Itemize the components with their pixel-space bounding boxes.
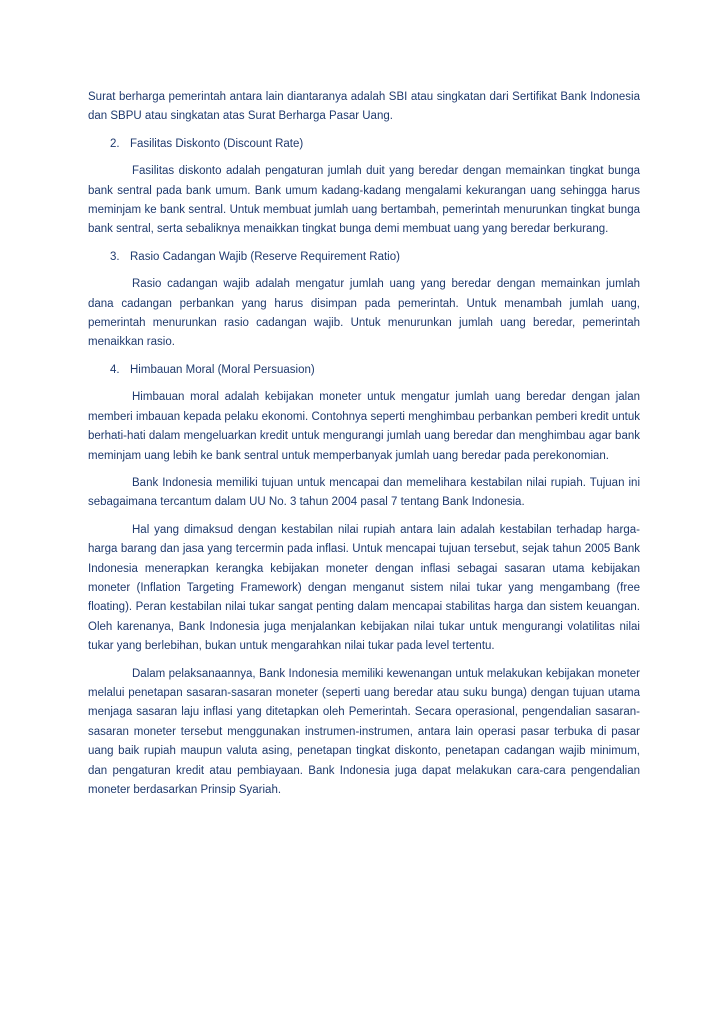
implementation-paragraph: Dalam pelaksanaannya, Bank Indonesia memiliki kewenangan untuk melakukan kebijakan moneter melalui penetapan sasaran-sasaran moneter (seperti uang beredar atau suku bunga) dengan tujuan utama menjaga sasaran laju inflasi yang ditetapkan oleh Pemerintah. Secara operasional, pengendalian sasaran-sasaran moneter tersebut menggunakan instrumen-instrumen, antara lain operasi pasar terbuka di pasar uang baik rupiah maupun valuta asing, penetapan tingkat diskonto, penetapan cadangan wajib minimum, dan pengaturan kredit atau pembiayaan. Bank Indonesia juga dapat melakukan cara-cara pengendalian moneter berdasarkan Prinsip Syariah. bbox=[88, 667, 640, 796]
moral-persuasion-paragraph: Himbauan moral adalah kebijakan moneter untuk mengatur jumlah uang beredar dengan jalan memberi imbauan kepada pelaku ekonomi. Contohnya seperti menghimbau perbankan pemberi kredit untuk berhati-hati dalam mengeluarkan kredit untuk mengurangi jumlah uang beredar dan menghimbau agar bank meminjam uang lebih ke bank sentral untuk memperbanyak jumlah uang beredar pada perekonomian. bbox=[88, 391, 640, 462]
heading-text: Himbauan Moral (Moral Persuasion) bbox=[130, 363, 315, 376]
rupiah-stability-paragraph: Hal yang dimaksud dengan kestabilan nilai rupiah antara lain adalah kestabilan terhadap harga-harga barang dan jasa yang tercermin pada inflasi. Untuk mencapai tujuan tersebut, sejak tahun 2005 Bank Indonesia menerapkan kerangka kebijakan moneter dengan inflasi sebagai sasaran utama kebijakan moneter (Inflation Targeting Framework) dengan menganut sistem nilai tukar yang mengambang (free floating). Peran kestabilan nilai tukar sangat penting dalam mencapai stabilitas harga dan sistem keuangan. Oleh karenanya, Bank Indonesia juga menjalankan kebijakan nilai tukar untuk mengurangi volatilitas nilai tukar yang berlebihan, bukan untuk mengarahkan nilai tukar pada level tertentu. bbox=[88, 523, 640, 653]
reserve-ratio-paragraph: Rasio cadangan wajib adalah mengatur jumlah uang yang beredar dengan memainkan jumlah dana cadangan perbankan yang harus disimpan pada pemerintah. Untuk menambah jumlah uang, pemerintah menurunkan rasio cadangan wajib. Untuk menurunkan jumlah uang beredar, pemerintah menaikkan rasio. bbox=[88, 278, 640, 349]
bi-objective-paragraph: Bank Indonesia memiliki tujuan untuk mencapai dan memelihara kestabilan nilai rupiah. Tujuan ini sebagaimana tercantum dalam UU No. 3 tahun 2004 pasal 7 tentang Bank Indonesia. bbox=[88, 476, 640, 509]
document-page bbox=[88, 88, 640, 808]
heading-number: 3. bbox=[110, 250, 120, 263]
section-heading-discount-rate bbox=[110, 135, 640, 154]
heading-number: 2. bbox=[110, 137, 120, 150]
section-heading-moral-persuasion bbox=[110, 361, 640, 380]
intro-paragraph: Surat berharga pemerintah antara lain diantaranya adalah SBI atau singkatan dari Sertifikat Bank Indonesia dan SBPU atau singkatan atas Surat Berharga Pasar Uang. bbox=[88, 91, 640, 123]
heading-text: Fasilitas Diskonto (Discount Rate) bbox=[130, 137, 304, 150]
discount-rate-paragraph: Fasilitas diskonto adalah pengaturan jumlah duit yang beredar dengan memainkan tingkat bunga bank sentral pada bank umum. Bank umum kadang-kadang mengalami kekurangan uang sehingga harus meminjam ke bank sentral. Untuk membuat jumlah uang bertambah, pemerintah menurunkan tingkat bunga bank sentral, serta sebaliknya menaikkan tingkat bunga demi membuat uang yang beredar berkurang. bbox=[88, 165, 640, 236]
heading-number: 4. bbox=[110, 363, 120, 376]
heading-text: Rasio Cadangan Wajib (Reserve Requirement Ratio) bbox=[130, 250, 400, 263]
section-heading-reserve-ratio bbox=[110, 248, 640, 267]
